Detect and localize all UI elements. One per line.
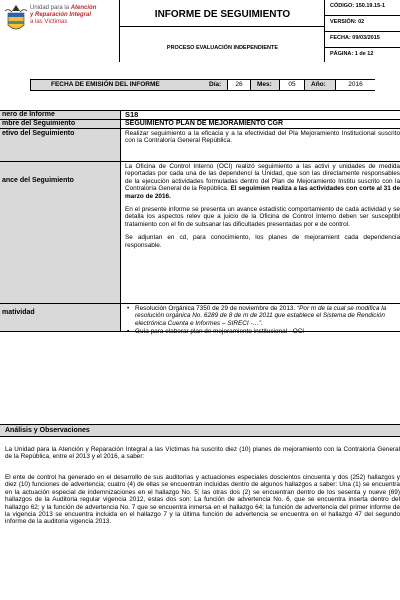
normativity-label: matividad — [2, 309, 35, 316]
process-name: PROCESO EVALUACIÓN INDEPENDIENTE — [166, 45, 279, 51]
logo-block — [0, 0, 120, 62]
doc-date: FECHA: 09/03/2015 — [330, 35, 380, 41]
colombia-coat-of-arms-icon — [4, 5, 28, 35]
normativity-item: • Resolución Orgánica 7350 de 29 de noviembre de 2013. “Por m de la cual se modifica la resolución orgánica No. 6289 de 8 de m de 2011 que establece el Sistema de Rendición electrónica Cuenta e Informes – SIRECI -…”. — [125, 305, 400, 327]
objective-label: etivo del Seguimiento — [2, 130, 75, 137]
scope-paragraph-1: La Oficina de Control Interno (OCI) realizó seguimiento a las activi y unidades de medida reportadas por cada una de las dependenci la Unidad, que son las directamente responsables de la ejecución actividades formuladas dentro del Plan de Mejoramiento Institu suscrito con la Contraloría General de la República. El seguimien realiza a las actividades con corte al 31 de marzo de 2016. — [125, 163, 400, 200]
scope-value — [125, 163, 400, 249]
normativity-list — [125, 305, 400, 337]
month-label: Mes: — [257, 81, 272, 88]
document-title: INFORME DE SEGUIMIENTO — [154, 9, 291, 20]
scope-paragraph-3: Se adjuntan en cd, para conocimiento, los planes de mejoramient cada dependencia responsable. — [125, 234, 400, 249]
normativity-item: • Guía para elaborar plan de mejoramiento institucional - OCI — [125, 328, 400, 335]
logo-text: Unidad para la Atención y Reparación Integral a las Víctimas — [30, 5, 97, 25]
analysis-paragraph-2: El ente de control ha generado en el desarrollo de sus auditorías y actuaciones especiales doscientos cincuenta y dos (252) hallazgos y diez (10) funciones de advertencia; cuatro (4) de ellas se encuentran incluidas dentro de algunos hallazgos a saber: Una (1) se encuentra en la actuación especial de indemnizaciones en el hallazgo No. 5; las otras dos (2) se encuentran dentro de los sesenta y nueve (69) hallazgos de la Auditoria regular vigencia 2012, estas dos son: La función de advertencia No. 6, que se encuentra inserta dentro del hallazgo 62; y la función de advertencia No. 7 que se encuentra inmersa en el hallazgo 64; la función de advertencia del primer informe de la vigencia 2013 se encuentra incluida en el hallazgo 7 y la última función de advertencia se encuentra en el hallazgo 47 del segundo informe de la auditoria vigencia 2013. — [5, 474, 400, 526]
year-value: 2016 — [335, 80, 375, 90]
day-value: 26 — [227, 80, 251, 90]
emission-label: FECHA DE EMISIÓN DEL INFORME — [51, 81, 160, 88]
report-info-table — [0, 110, 400, 336]
document-header — [0, 0, 400, 68]
followup-name-label: mbre del Seguimiento — [2, 120, 76, 127]
scope-paragraph-2: En el presente informe se presenta un avance estadístic comportamiento de cada actividad y se detalla los aspectos relev que a juicio de la Oficina de Control Interno deben ser susceptibl tratamiento con el fin de subsanar las dificultades presentadas por e de control. — [125, 206, 400, 228]
title-block — [120, 0, 325, 62]
doc-code: CÓDIGO: 150.19.15-1 — [330, 3, 386, 9]
objective-value: Realizar seguimiento a la eficacia y a la efectividad del Pla Mejoramiento Institucional suscrito con la Contraloría General República. — [125, 130, 400, 145]
analysis-paragraph-1: La Unidad para la Atención y Reparación Integral a las Víctimas ha suscrito diez (10) planes de mejoramiento con la Contraloría General de la República, entre el 2013 y el 2016, a saber: — [5, 446, 400, 461]
report-number-label: nero de Informe — [2, 111, 55, 118]
scope-label: ance del Seguimiento — [2, 177, 74, 184]
report-number-value: S18 — [125, 110, 139, 119]
day-label: Día: — [209, 81, 222, 88]
year-label: Año: — [311, 81, 326, 88]
month-value: 05 — [279, 80, 305, 90]
analysis-heading: Análisis y Observaciones — [0, 424, 400, 437]
doc-page: PÁGINA: 1 de 12 — [330, 51, 374, 57]
doc-version: VERSIÓN: 02 — [330, 19, 365, 25]
emission-date-row — [30, 79, 375, 91]
followup-name-value: SEGUIMIENTO PLAN DE MEJORAMIENTO CGR — [125, 120, 284, 127]
